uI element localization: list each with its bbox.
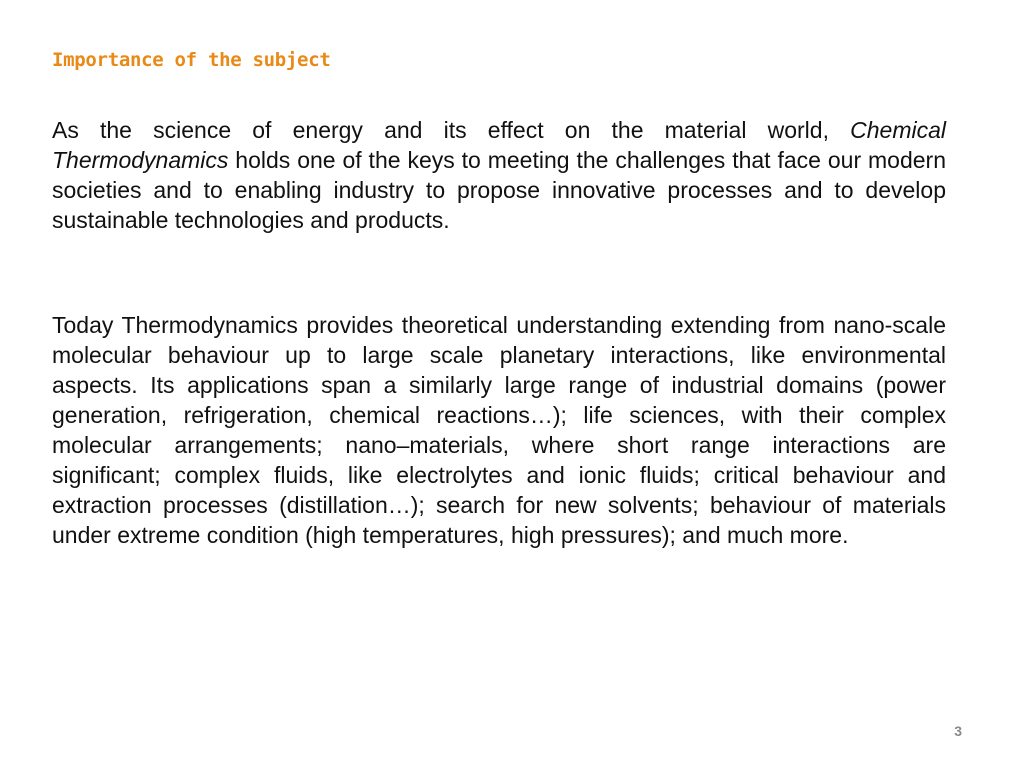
slide-title: Importance of the subject bbox=[52, 49, 331, 71]
paragraph-1-text-before: As the science of energy and its effect on the material world, bbox=[52, 117, 851, 143]
page-number: 3 bbox=[954, 723, 962, 739]
chemical-thermodynamics-emphasis: Chemical Thermodynamics bbox=[52, 117, 946, 173]
paragraph-energy-science bbox=[52, 115, 946, 235]
paragraph-thermodynamics-applications: Today Thermodynamics provides theoretical understanding extending from nano-scale molecular behaviour up to large scale planetary interactions, like environmental aspects. Its applications span a similarly large range of industrial domains (power generation, refrigeration, chemical reactions…); life sciences, with their complex molecular arrangements; nano–materials, where short range interactions are significant; complex fluids, like electrolytes and ionic fluids; critical behaviour and extraction processes (distillation…); search for new solvents; behaviour of materials under extreme condition (high temperatures, high pressures); and much more. bbox=[52, 312, 946, 548]
paragraph-1-text-after: holds one of the keys to meeting the challenges that face our modern societies and to enabling industry to propose innovative processes and to develop sustainable technologies and products. bbox=[52, 147, 946, 233]
